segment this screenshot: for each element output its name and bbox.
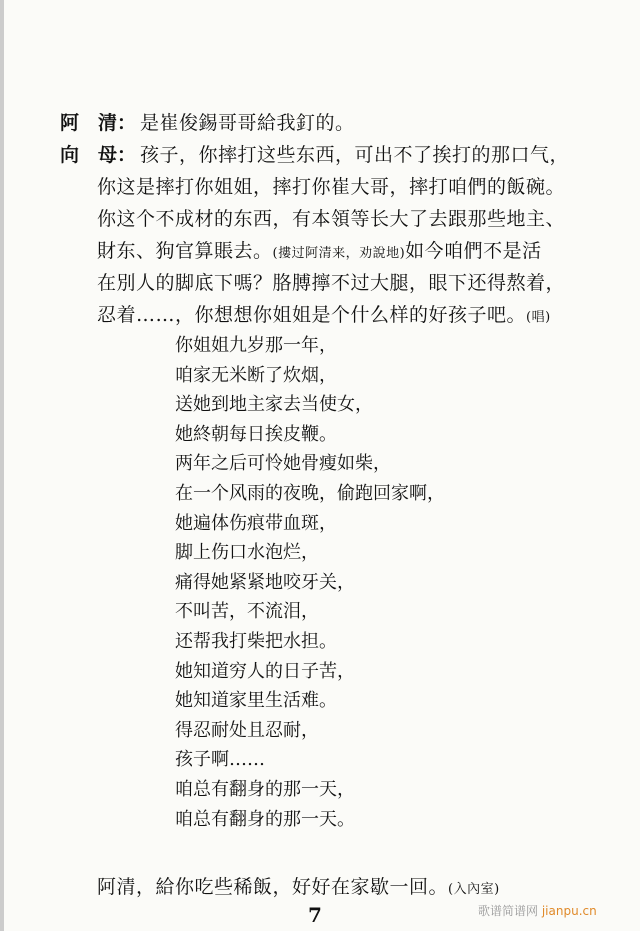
song-line: 孩子啊…… [175,749,265,771]
dialogue-line [97,872,500,899]
text: 阿清，給你吃些稀飯，好好在家歇一回。 [97,876,449,898]
dialogue-line [97,300,551,327]
dialogue-line: 孩子，你摔打这些东西，可出不了挨打的那口气， [140,144,570,166]
song-line: 得忍耐处且忍耐， [175,719,319,741]
speaker-aqing: 阿 清： [60,112,137,134]
dialogue-line: 在別人的脚底下嗎？胳膊擰不过大腿，眼下还得熬着， [97,272,566,294]
song-line: 你姐姐九岁那一年， [175,335,337,356]
song-line: 咱总有翻身的那一天。 [175,808,355,830]
song-line: 痛得她紧紧地咬牙关， [175,571,355,593]
song-line: 还帮我打柴把水担。 [175,631,337,652]
song-line: 脚上伤口水泡烂， [175,542,319,564]
watermark-cn: 歌谱简谱网 [478,904,539,918]
dialogue-line [97,236,542,263]
song-line: 她知道家里生活难。 [175,690,337,712]
song-line: 咱总有翻身的那一天， [175,779,355,800]
text: 財东、狗官算賬去。 [97,240,273,262]
watermark-en: jianpu.cn [541,904,597,918]
page-edge [0,0,4,931]
stage-direction: (唱) [526,310,551,325]
dialogue-line: 是崔俊錫哥哥給我釘的。 [140,112,355,134]
watermark [478,902,597,919]
song-line: 不叫苦，不流泪， [175,601,319,623]
dialogue-line: 你这是摔打你姐姐，摔打你崔大哥，摔打咱們的飯碗。 [97,176,566,198]
song-line: 她知道穷人的日子苦， [175,660,355,682]
song-line: 两年之后可怜她骨瘦如柴， [175,453,391,475]
song-line: 送她到地主家去当使女， [175,394,373,416]
page-number: 7 [308,903,322,927]
song-line: 咱家无米断了炊烟， [175,364,337,386]
stage-direction: (入內室) [448,882,500,897]
stage-direction: (摟过阿清来，劝說地) [272,246,406,261]
text: 如今咱們不是活 [405,240,542,262]
song-line: 她遍体伤痕带血斑， [175,512,337,534]
speaker-mother: 向 母： [60,144,137,166]
text: 忍着……，你想想你姐姐是个什么样的好孩子吧。 [97,304,527,326]
song-line: 她終朝每日挨皮鞭。 [175,423,337,445]
song-line: 在一个风雨的夜晚，偷跑回家啊， [175,483,445,504]
dialogue-line: 你这个不成材的东西，有本領等长大了去跟那些地主、 [97,208,566,230]
